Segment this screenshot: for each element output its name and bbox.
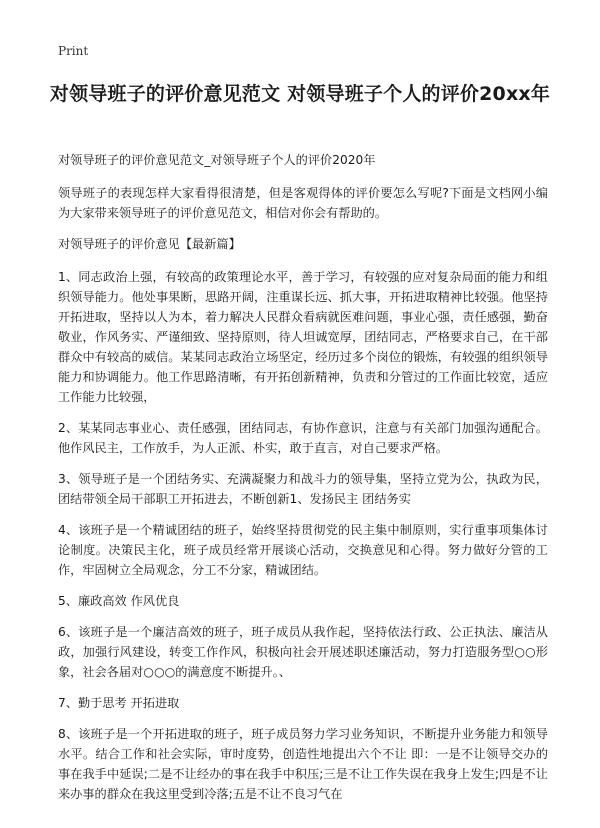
document-subtitle: 对领导班子的评价意见范文_对领导班子个人的评价2020年 — [58, 153, 376, 167]
document-body — [58, 150, 548, 815]
section-heading: 对领导班子的评价意见【最新篇】 — [58, 237, 241, 251]
print-label: Print — [58, 44, 89, 58]
paragraph-heading: 5、廉政高效 作风优良 — [58, 594, 180, 608]
intro-paragraph: 领导班子的表现怎样大家看得很清楚，但是客观得体的评价要怎么写呢?下面是文档网小编为大家带来领导班子的评价意见范文，相信对你会有帮助的。 — [58, 186, 548, 220]
paragraph: 4、该班子是一个精诚团结的班子，始终坚持贯彻党的民主集中制原则，实行重事项集体讨论制度。决策民主化，班子成员经常开展谈心活动，交换意见和心得。努力做好分管的工作，牢固树立全局观念，分工不分家，精诚团结。 — [58, 523, 548, 577]
paragraph: 3、领导班子是一个团结务实、充满凝聚力和战斗力的领导集，坚持立党为公，执政为民，团结带领全局干部职工开拓进去，不断创新1、发扬民主 团结务实 — [58, 472, 548, 506]
page-title: 对领导班子的评价意见范文 对领导班子个人的评价20xx年 — [49, 83, 551, 105]
paragraph-heading: 7、勤于思考 开拓进取 — [58, 696, 180, 710]
paragraph: 2、某某同志事业心、责任感强，团结同志，有协作意识，注意与有关部门加强沟通配合。他作风民主，工作放手，为人正派、朴实，敢于直言，对自己要求严格。 — [58, 421, 548, 455]
paragraph: 8、该班子是一个开拓进取的班子，班子成员努力学习业务知识，不断提升业务能力和领导水平。结合工作和社会实际，审时度势，创造性地提出六个不让 即：一是不让领导交办的事在我手中延误;二是不让经办的事在我手中积压;三是不让工作失误在我身上发生;四是不让来办事的群众在我这里受到冷落;五是不让不良习气在 — [58, 727, 548, 801]
paragraph: 1、同志政治上强，有较高的政策理论水平，善于学习，有较强的应对复杂局面的能力和组织领导能力。他处事果断，思路开阔，注重谋长远、抓大事，开拓进取精神比较强。他坚持开拓进取，坚持以人为本，着力解决人民群众看病就医难问题，事业心强，责任感强，勤奋敬业，作风务实、严谨细致、坚持原则，待人坦诚宽厚，团结同志，严格要求自己，在干部群众中有较高的威信。某某同志政治立场坚定，经历过多个岗位的锻炼，有较强的组织领导能力和协调能力。他工作思路清晰，有开拓创新精神，负责和分管过的工作面比较宽，适应工作能力比较强， — [58, 270, 548, 404]
paragraph: 6、该班子是一个廉洁高效的班子，班子成员从我作起，坚持依法行政、公正执法、廉洁从政，加强行风建设，转变工作作风，积极向社会开展述职述廉活动，努力打造服务型○○形象，社会各届对○○○的满意度不断提升。、 — [58, 625, 548, 679]
